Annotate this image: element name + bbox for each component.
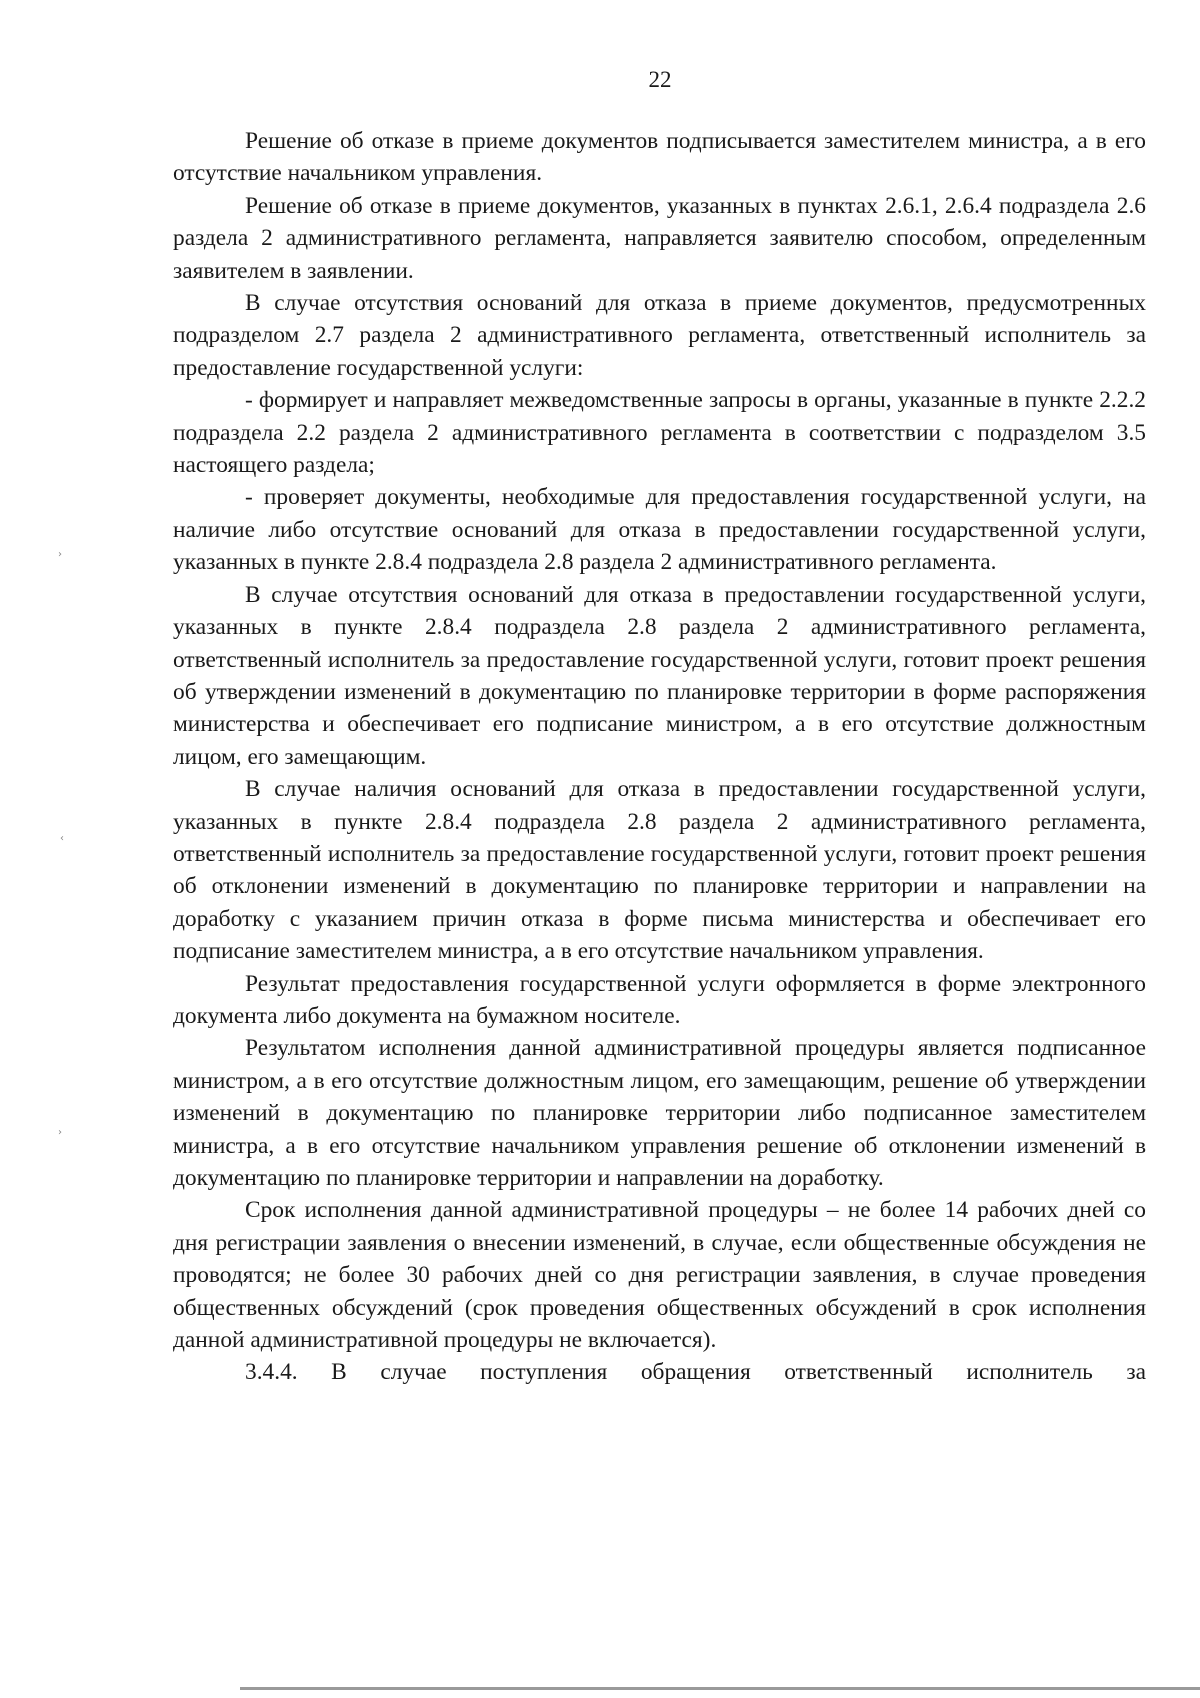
paragraph: Срок исполнения данной административной процедуры – не более 14 рабочих дней со дня регистрации заявления о внесении изменений, в случае, если общественные обсуждения не проводятся; не более 30 рабочих дней со дня регистрации заявления, в случае проведения общественных обсуждений (срок проведения общественных обсуждений в срок исполнения данной административной процедуры не включается).	[173, 1197, 1146, 1354]
document-body	[173, 125, 1146, 1389]
page-number: 22	[648, 67, 672, 92]
paragraph-last: 3.4.4. В случае поступления обращения ответственный исполнитель за	[245, 1359, 1146, 1386]
paragraph: В случае наличия оснований для отказа в предоставлении государственной услуги, указанных в пункте 2.8.4 подраздела 2.8 раздела 2 административного регламента, ответственный исполнитель за предоставление государственной услуги, готовит проект решения об отклонении изменений в документацию по планировке территории и направлении на доработку с указанием причин отказа в форме письма министерства и обеспечивает его подписание заместителем министра, а в его отсутствие начальником управления.	[173, 776, 1146, 965]
paragraph: Решение об отказе в приеме документов, указанных в пунктах 2.6.1, 2.6.4 подраздела 2.6 раздела 2 административного регламента, направляется заявителю способом, определенным заявителем в заявлении.	[173, 192, 1146, 284]
paragraph: - проверяет документы, необходимые для предоставления государственной услуги, на наличие либо отсутствие оснований для отказа в предоставлении государственной услуги, указанных в пункте 2.8.4 подраздела 2.8 раздела 2 административного регламента.	[173, 484, 1146, 576]
scan-speck: ›	[58, 1127, 62, 1138]
paragraph: Результат предоставления государственной услуги оформляется в форме электронного документа либо документа на бумажном носителе.	[173, 970, 1146, 1029]
paragraph: В случае отсутствия оснований для отказа в предоставлении государственной услуги, указанных в пункте 2.8.4 подраздела 2.8 раздела 2 административного регламента, ответственный исполнитель за предоставление государственной услуги, готовит проект решения об утверждении изменений в документацию по планировке территории в форме распоряжения министерства и обеспечивает его подписание министром, а в его отсутствие должностным лицом, его замещающим.	[173, 581, 1146, 770]
scan-speck: ‹	[60, 833, 64, 844]
paragraph: Результатом исполнения данной административной процедуры является подписанное министром, а в его отсутствие должностным лицом, его замещающим, решение об утверждении изменений в документацию по планировке территории либо подписанное заместителем министра, а в его отсутствие начальником управления решение об отклонении изменений в документацию по планировке территории и направлении на доработку.	[173, 1035, 1146, 1191]
scan-speck: ›	[58, 549, 62, 560]
paragraph: - формирует и направляет межведомственные запросы в органы, указанные в пункте 2.2.2 подраздела 2.2 раздела 2 административного регламента в соответствии с подразделом 3.5 настоящего раздела;	[173, 387, 1146, 479]
scan-edge-line	[240, 1687, 1200, 1690]
paragraph: В случае отсутствия оснований для отказа в приеме документов, предусмотренных подразделом 2.7 раздела 2 административного регламента, ответственный исполнитель за предоставление государственной услуги:	[173, 290, 1146, 381]
paragraph: Решение об отказе в приеме документов подписывается заместителем министра, а в его отсутствие начальником управления.	[173, 128, 1146, 187]
